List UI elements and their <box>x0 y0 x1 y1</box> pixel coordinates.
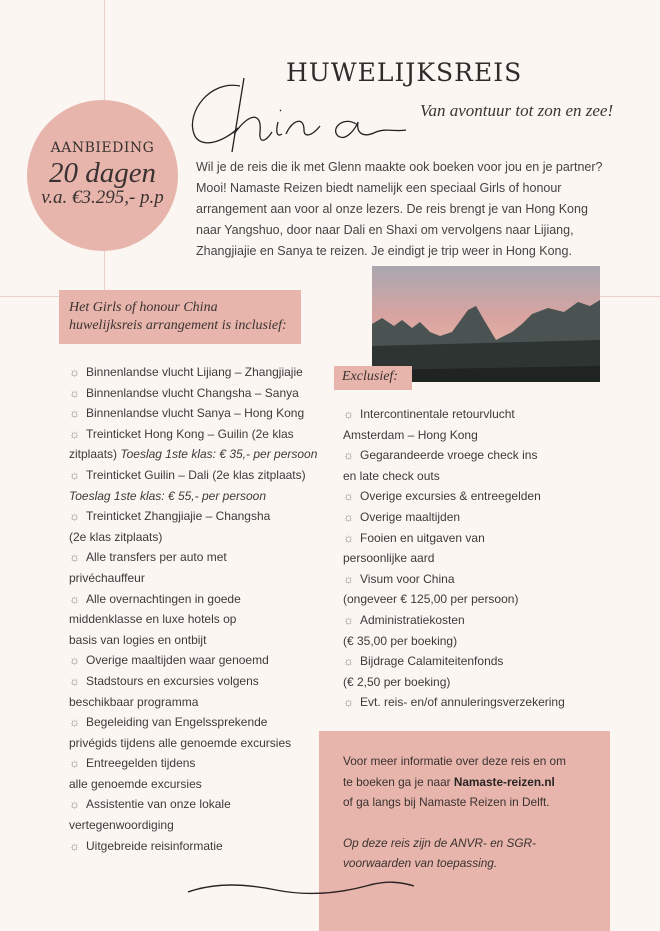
list-item: ☼ Begeleiding van Engelssprekende <box>69 715 268 730</box>
list-item: ☼ Fooien en uitgaven van <box>343 530 485 545</box>
sun-icon: ☼ <box>343 448 354 463</box>
sun-icon: ☼ <box>343 407 354 421</box>
list-item: ☼ Binnenlandse vlucht Changsha – Sanya <box>69 385 299 400</box>
list-item: ☼ Stadstours en excursies volgens <box>69 673 259 688</box>
page-title: HUWELIJKSREIS <box>286 58 523 87</box>
list-item: ☼ Intercontinentale retourvlucht <box>343 407 515 421</box>
sun-icon: ☼ <box>343 489 354 504</box>
list-item: ☼ Assistentie van onze lokale <box>69 797 231 812</box>
list-item: ☼ Treinticket Hong Kong – Guilin (2e klas <box>69 426 294 441</box>
inclusive-list <box>69 362 329 856</box>
list-item: en late check outs <box>343 468 440 483</box>
list-item: ☼ Evt. reis- en/of annuleringsverzekering <box>343 695 565 710</box>
list-item: privégids tijdens alle genoemde excursies <box>69 735 292 750</box>
landscape-photo <box>372 266 600 382</box>
tagline: Van avontuur tot zon en zee! <box>420 101 614 120</box>
sun-icon: ☼ <box>69 653 80 668</box>
list-item: (€ 35,00 per boeking) <box>343 633 458 648</box>
script-word: China <box>240 128 243 129</box>
list-item: ☼ Overige excursies & entreegelden <box>343 489 541 504</box>
sun-icon: ☼ <box>69 467 80 482</box>
list-item: Toeslag 1ste klas: € 55,- per persoon <box>69 488 267 503</box>
list-item: ☼ Treinticket Guilin – Dali (2e klas zitplaats) <box>69 467 306 482</box>
list-item: basis van logies en ontbijt <box>69 632 207 647</box>
intro-paragraph: Wil je de reis die ik met Glenn maakte ook boeken voor jou en je partner? Mooi! Namaste Reizen biedt namelijk een speciaal Girls of honour arrangement aan voor al onze lezers. De reis brengt je van Hong Kong naar Yangshuo, door naar Dali en Shaxi om vervolgens naar Lijiang, Zhangjiajie en Sanya te reizen. Je eindigt je trip weer in Hong Kong. <box>196 160 603 258</box>
conditions-line: voorwaarden van toepassing. <box>343 856 498 871</box>
sun-icon: ☼ <box>343 509 354 524</box>
list-item: ☼ Bijdrage Calamiteitenfonds <box>343 654 504 669</box>
website-link[interactable]: Namaste-reizen.nl <box>453 774 555 789</box>
conditions-line: Op deze reis zijn de ANVR- en SGR- <box>343 835 536 850</box>
list-item: ☼ Binnenlandse vlucht Sanya – Hong Kong <box>69 406 305 421</box>
list-item: (2e klas zitplaats) <box>69 529 163 544</box>
sun-icon: ☼ <box>69 591 80 606</box>
offer-duration: 20 dagen <box>48 157 157 189</box>
list-item: ☼ Overige maaltijden <box>343 509 461 524</box>
list-item: ☼ Overige maaltijden waar genoemd <box>69 653 269 668</box>
inclusive-title-line2: huwelijksreis arrangement is inclusief: <box>69 318 287 333</box>
list-item: privéchauffeur <box>69 570 145 585</box>
list-item: ☼ Alle overnachtingen in goede <box>69 591 241 606</box>
sun-icon: ☼ <box>69 385 80 400</box>
list-item: middenklasse en luxe hotels op <box>69 612 237 627</box>
list-item: ☼ Visum voor China <box>343 571 455 586</box>
sun-icon: ☼ <box>343 571 354 586</box>
inclusive-title-line1: Het Girls of honour China <box>69 300 218 315</box>
sun-icon: ☼ <box>343 612 354 627</box>
list-item: zitplaats) Toeslag 1ste klas: € 35,- per persoon <box>69 447 318 462</box>
list-item: ☼ Uitgebreide reisinformatie <box>69 838 223 853</box>
list-item: ☼ Gegarandeerde vroege check ins <box>343 448 538 463</box>
exclusive-title: Exclusief: <box>334 366 412 390</box>
sun-icon: ☼ <box>343 695 354 710</box>
list-item: ☼ Entreegelden tijdens <box>69 756 196 771</box>
list-item: ☼ Treinticket Zhangjiajie – Changsha <box>69 509 271 524</box>
list-item: ☼ Administratiekosten <box>343 612 465 627</box>
info-line: Voor meer informatie over deze reis en om <box>343 754 566 768</box>
info-line: of ga langs bij Namaste Reizen in Delft. <box>343 795 550 810</box>
list-item: alle genoemde excursies <box>69 776 202 791</box>
sun-icon: ☼ <box>69 756 80 771</box>
list-item: ☼ Alle transfers per auto met <box>69 550 227 565</box>
list-item: persoonlijke aard <box>343 551 435 566</box>
info-line: te boeken ga je naar Namaste-reizen.nl <box>343 774 555 789</box>
exclusive-list <box>343 404 643 713</box>
offer-badge <box>27 100 178 251</box>
sun-icon: ☼ <box>69 673 80 688</box>
sun-icon: ☼ <box>69 509 80 524</box>
decorative-swirl <box>186 870 416 898</box>
info-box <box>319 731 610 931</box>
decorative-horizontal-line-left <box>0 296 60 297</box>
list-item: ☼ Binnenlandse vlucht Lijiang – Zhangjiajie <box>69 365 303 379</box>
sun-icon: ☼ <box>69 426 80 441</box>
offer-label: AANBIEDING <box>50 140 155 156</box>
list-item: (ongeveer € 125,00 per persoon) <box>343 592 519 607</box>
inclusive-title <box>59 290 301 344</box>
sun-icon: ☼ <box>69 715 80 730</box>
list-item: Amsterdam – Hong Kong <box>343 427 478 442</box>
list-item: beschikbaar programma <box>69 694 199 709</box>
sun-icon: ☼ <box>69 365 80 379</box>
sun-icon: ☼ <box>69 797 80 812</box>
sun-icon: ☼ <box>69 406 80 421</box>
sun-icon: ☼ <box>343 654 354 669</box>
offer-price: v.a. €3.295,- p.p <box>41 187 164 208</box>
sun-icon: ☼ <box>69 550 80 565</box>
sun-icon: ☼ <box>69 838 80 853</box>
list-item: vertegenwoordiging <box>69 818 174 833</box>
list-item: (€ 2,50 per boeking) <box>343 674 451 689</box>
decorative-horizontal-line-right <box>600 296 660 297</box>
sun-icon: ☼ <box>343 530 354 545</box>
